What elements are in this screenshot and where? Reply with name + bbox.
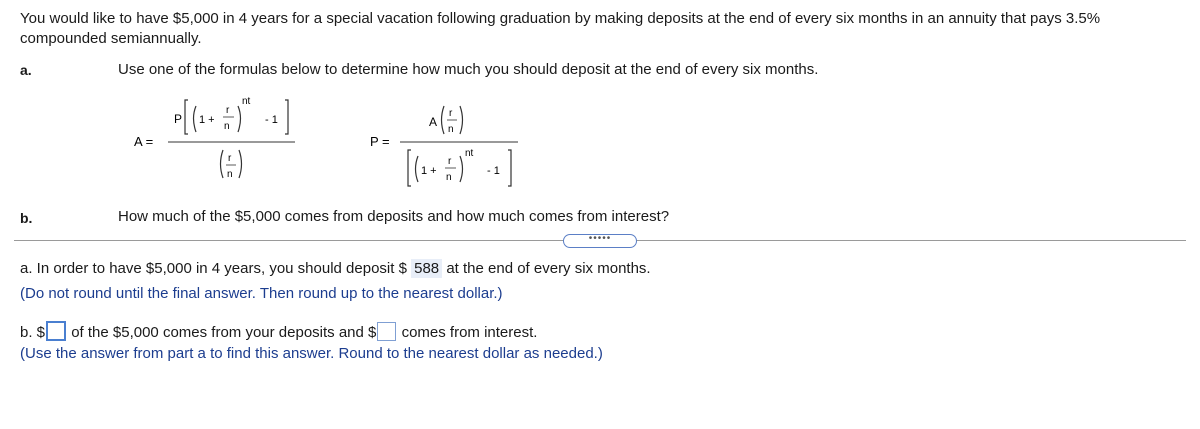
formula1-right-paren [238, 106, 241, 132]
answer-a-line [20, 260, 651, 277]
formula2-num-left-paren [442, 106, 445, 134]
formula2-right-bracket [508, 150, 511, 186]
formula2-num-n: n [448, 124, 454, 135]
answer-b-note: (Use the answer from part a to find this answer. Round to the nearest dollar as needed.) [20, 345, 603, 362]
formula2-left-bracket [408, 150, 411, 186]
formula1-den-left-paren [221, 150, 224, 178]
formula1-left-paren [194, 106, 197, 132]
part-a-label: a. [20, 62, 32, 78]
deposits-answer-input[interactable] [46, 321, 66, 341]
formula1-r: r [226, 105, 230, 116]
formula1-one-plus: 1 + [199, 114, 215, 126]
formula2-den-n: n [446, 172, 452, 183]
expand-dots-button[interactable]: ••••• [563, 234, 637, 248]
formula2-num-r: r [449, 108, 453, 119]
part-b-instruction: How much of the $5,000 comes from deposits and how much comes from interest? [118, 208, 670, 225]
formula1-n: n [224, 121, 230, 132]
formula-future-value-svg [130, 88, 310, 198]
formula2-num-right-paren [460, 106, 463, 134]
formula2-exp: nt [465, 148, 474, 159]
formula2-A: A [429, 115, 438, 129]
formula1-right-bracket [285, 100, 288, 134]
formula2-minus-one: - 1 [487, 165, 500, 177]
answer-b-mid: of the $5,000 comes from your deposits and $ [71, 324, 377, 341]
answer-b-line [20, 321, 537, 341]
question-text: You would like to have $5,000 in 4 years for a special vacation following graduation by making deposits at the end of every six months in an annuity that pays 3.5% compounded semiannually. [20, 10, 1101, 47]
formula1-lhs: A = [134, 134, 154, 149]
answer-a-value[interactable]: 588 [411, 259, 442, 278]
formula-payment-svg [368, 98, 528, 203]
part-b-label: b. [20, 210, 33, 226]
formula2-one-plus: 1 + [421, 165, 437, 177]
answer-b-prefix: b. $ [20, 324, 46, 341]
answer-a-suffix: at the end of every six months. [446, 260, 651, 277]
interest-answer-input[interactable] [377, 322, 396, 341]
part-a-instruction: Use one of the formulas below to determine how much you should deposit at the end of every six months. [118, 61, 819, 78]
formula1-minus-one: - 1 [265, 114, 278, 126]
formula-future-value [130, 88, 310, 198]
formula1-den-r: r [228, 153, 232, 164]
formula2-lhs: P = [370, 134, 390, 149]
formula-payment [368, 98, 528, 203]
formula1-den-n: n [227, 169, 233, 180]
formula1-exp: nt [242, 96, 251, 107]
answer-a-prefix: a. In order to have $5,000 in 4 years, you should deposit $ [20, 260, 407, 277]
formula1-den-right-paren [239, 150, 242, 178]
formula2-den-right-paren [460, 156, 463, 182]
answer-b-suffix: comes from interest. [401, 324, 538, 341]
formula1-P: P [174, 112, 183, 126]
formula2-den-r: r [448, 156, 452, 167]
formula2-den-left-paren [416, 156, 419, 182]
formula1-left-bracket [185, 100, 188, 134]
answer-a-note: (Do not round until the final answer. Then round up to the nearest dollar.) [20, 285, 503, 302]
